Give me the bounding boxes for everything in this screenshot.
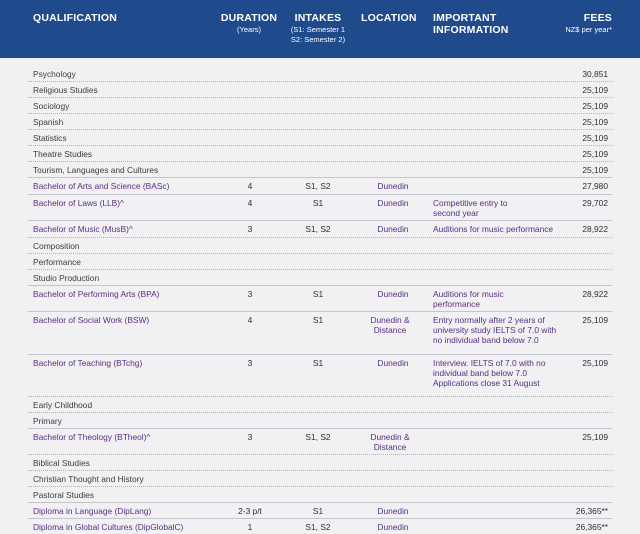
table-row xyxy=(28,397,612,413)
subject-name: Theatre Studies xyxy=(33,149,93,159)
table-row xyxy=(28,178,612,195)
intakes: S1 xyxy=(312,506,324,516)
fee: 28,922 xyxy=(582,289,608,299)
duration: 4 xyxy=(247,198,253,208)
duration: 3 xyxy=(247,432,253,442)
table-row xyxy=(28,286,612,312)
table-row xyxy=(28,254,612,270)
table-row xyxy=(28,413,612,429)
fee: 26,365** xyxy=(575,506,608,516)
table-header xyxy=(0,0,640,58)
duration: 4 xyxy=(247,181,253,191)
table-row xyxy=(28,503,612,519)
location: Dunedin xyxy=(377,224,409,234)
table-row xyxy=(28,195,612,221)
degree-name: Bachelor of Teaching (BTchg) xyxy=(33,358,143,368)
subject-name: Statistics xyxy=(33,133,67,143)
table-row xyxy=(28,312,612,355)
table-row xyxy=(28,130,612,146)
important-info: Interview. IELTS of 7.0 with no individual band below 7.0 Applications close 31 August xyxy=(433,358,546,388)
degree-name: Diploma in Global Cultures (DipGlobalC) xyxy=(33,522,184,532)
location: Dunedin & Distance xyxy=(370,432,410,452)
location: Dunedin xyxy=(377,506,409,516)
fee: 25,109 xyxy=(582,315,608,325)
table-row xyxy=(28,471,612,487)
intakes: S1, S2 xyxy=(305,522,331,532)
subject-name: Psychology xyxy=(33,69,76,79)
fee: 29,702 xyxy=(582,198,608,208)
table-row xyxy=(28,146,612,162)
table-body xyxy=(28,66,612,534)
fee: 25,109 xyxy=(582,165,608,175)
header-important-information: IMPORTANT INFORMATION xyxy=(433,12,509,36)
fee: 25,109 xyxy=(582,117,608,127)
intakes: S1, S2 xyxy=(305,181,331,191)
degree-name: Bachelor of Theology (BTheol)^ xyxy=(33,432,151,442)
degree-name: Diploma in Language (DipLang) xyxy=(33,506,152,516)
subject-name: Biblical Studies xyxy=(33,458,90,468)
duration: 1 xyxy=(247,522,253,532)
subject-name: Tourism, Languages and Cultures xyxy=(33,165,159,175)
table-row xyxy=(28,66,612,82)
duration: 3 xyxy=(247,289,253,299)
fee: 25,109 xyxy=(582,101,608,111)
important-info: Entry normally after 2 years of university study IELTS of 7.0 with no individual band below 7.0 xyxy=(433,315,557,345)
degree-name: Bachelor of Music (MusB)^ xyxy=(33,224,133,234)
important-info: Competitive entry to second year xyxy=(433,198,508,218)
table-row xyxy=(28,221,612,238)
intakes: S1 xyxy=(312,289,324,299)
fee: 25,109 xyxy=(582,85,608,95)
important-info: Auditions for music performance xyxy=(433,289,504,309)
subject-name: Composition xyxy=(33,241,80,251)
table-row xyxy=(28,82,612,98)
degree-name: Bachelor of Social Work (BSW) xyxy=(33,315,150,325)
subject-name: Christian Thought and History xyxy=(33,474,144,484)
intakes: S1 xyxy=(312,358,324,368)
intakes: S1, S2 xyxy=(305,432,331,442)
fee: 25,109 xyxy=(582,358,608,368)
location: Dunedin xyxy=(377,522,409,532)
table-row xyxy=(28,519,612,534)
table-row xyxy=(28,487,612,503)
subject-name: Primary xyxy=(33,416,62,426)
degree-name: Bachelor of Performing Arts (BPA) xyxy=(33,289,160,299)
subject-name: Sociology xyxy=(33,101,70,111)
table-row xyxy=(28,162,612,178)
table-row xyxy=(28,455,612,471)
header-qualification: QUALIFICATION xyxy=(33,12,118,24)
table-row xyxy=(28,429,612,455)
location: Dunedin xyxy=(377,289,409,299)
subject-name: Studio Production xyxy=(33,273,100,283)
fee: 28,922 xyxy=(582,224,608,234)
location: Dunedin xyxy=(377,181,409,191)
duration: 3 xyxy=(247,224,253,234)
fee: 30,851 xyxy=(582,69,608,79)
header-intakes: INTAKES (S1: Semester 1 S2: Semester 2) xyxy=(290,12,346,44)
duration: 4 xyxy=(247,315,253,325)
degree-name: Bachelor of Laws (LLB)^ xyxy=(33,198,124,208)
table-row xyxy=(28,238,612,254)
degree-name: Bachelor of Arts and Science (BASc) xyxy=(33,181,170,191)
header-duration: DURATION (Years) xyxy=(220,12,278,34)
fee: 25,109 xyxy=(582,432,608,442)
subject-name: Early Childhood xyxy=(33,400,93,410)
header-fees: FEES NZ$ per year* xyxy=(565,12,612,34)
table-row xyxy=(28,98,612,114)
intakes: S1, S2 xyxy=(305,224,331,234)
fee: 26,365** xyxy=(575,522,608,532)
fee: 25,109 xyxy=(582,133,608,143)
table-row xyxy=(28,270,612,286)
table-row xyxy=(28,114,612,130)
location: Dunedin xyxy=(377,198,409,208)
fee: 27,980 xyxy=(582,181,608,191)
duration: 3 xyxy=(247,358,253,368)
duration: 2-3 p/t xyxy=(238,506,262,516)
subject-name: Pastoral Studies xyxy=(33,490,94,500)
subject-name: Spanish xyxy=(33,117,64,127)
subject-name: Religious Studies xyxy=(33,85,98,95)
subject-name: Performance xyxy=(33,257,81,267)
intakes: S1 xyxy=(312,315,324,325)
intakes: S1 xyxy=(312,198,324,208)
location: Dunedin & Distance xyxy=(370,315,410,335)
header-location: LOCATION xyxy=(361,12,417,24)
important-info: Auditions for music performance xyxy=(433,224,554,234)
location: Dunedin xyxy=(377,358,409,368)
fee: 25,109 xyxy=(582,149,608,159)
table-row xyxy=(28,355,612,397)
